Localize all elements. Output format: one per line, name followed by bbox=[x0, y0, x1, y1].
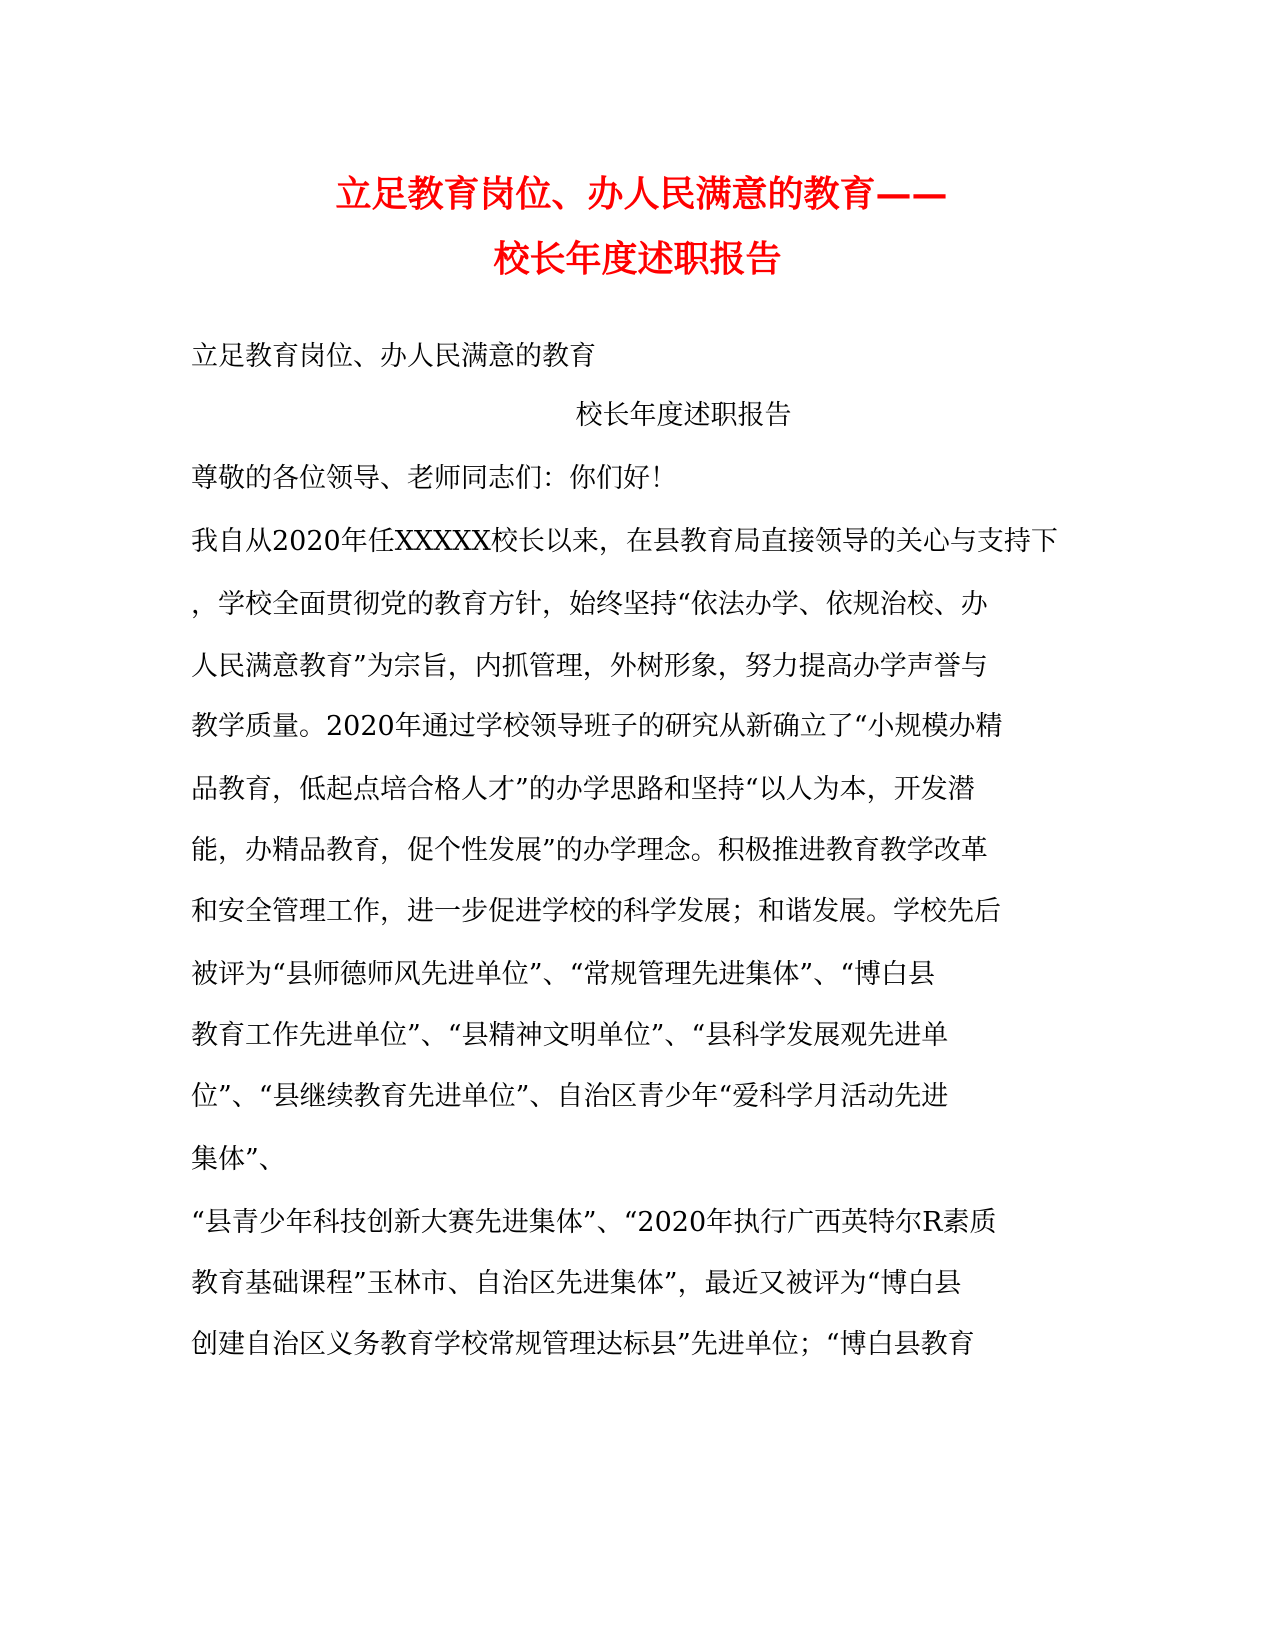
subtitle-line2: 校长年度述职报告 bbox=[575, 400, 792, 431]
body-line: 教学质量。2020年通过学校领导班子的研究从新确立了“小规模办精 bbox=[191, 711, 1003, 742]
body-line: 教育基础课程”玉林市、自治区先进集体”，最近又被评为“博白县 bbox=[191, 1268, 962, 1299]
body-line: “县青少年科技创新大赛先进集体”、“2020年执行广西英特尔R素质 bbox=[191, 1207, 997, 1238]
body-line: 人民满意教育”为宗旨，内抓管理，外树形象，努力提高办学声誉与 bbox=[191, 651, 988, 682]
body-line: 位”、“县继续教育先进单位”、自治区青少年“爱科学月活动先进 bbox=[191, 1081, 949, 1112]
greeting: 尊敬的各位领导、老师同志们：你们好！ bbox=[191, 463, 677, 494]
body-line: 被评为“县师德师风先进单位”、“常规管理先进集体”、“博白县 bbox=[191, 959, 936, 990]
body-line: ，学校全面贯彻党的教育方针，始终坚持“依法办学、依规治校、办 bbox=[191, 589, 988, 620]
document-title-line1: 立足教育岗位、办人民满意的教育—— bbox=[335, 173, 948, 215]
body-line: 教育工作先进单位”、“县精神文明单位”、“县科学发展观先进单 bbox=[191, 1020, 949, 1051]
body-line: 集体”、 bbox=[191, 1144, 286, 1175]
body-line: 和安全管理工作，进一步促进学校的科学发展；和谐发展。学校先后 bbox=[191, 896, 1001, 927]
body-line: 我自从2020年任XXXXX校长以来，在县教育局直接领导的关心与支持下 bbox=[191, 526, 1058, 557]
body-line: 能，办精品教育，促个性发展”的办学理念。积极推进教育教学改革 bbox=[191, 835, 988, 866]
body-line: 品教育，低起点培合格人才”的办学思路和坚持“以人为本，开发潜 bbox=[191, 774, 975, 805]
document-title-line2: 校长年度述职报告 bbox=[493, 238, 782, 280]
subtitle-line1: 立足教育岗位、办人民满意的教育 bbox=[191, 341, 596, 372]
body-line: 创建自治区义务教育学校常规管理达标县”先进单位；“博白县教育 bbox=[191, 1329, 975, 1360]
